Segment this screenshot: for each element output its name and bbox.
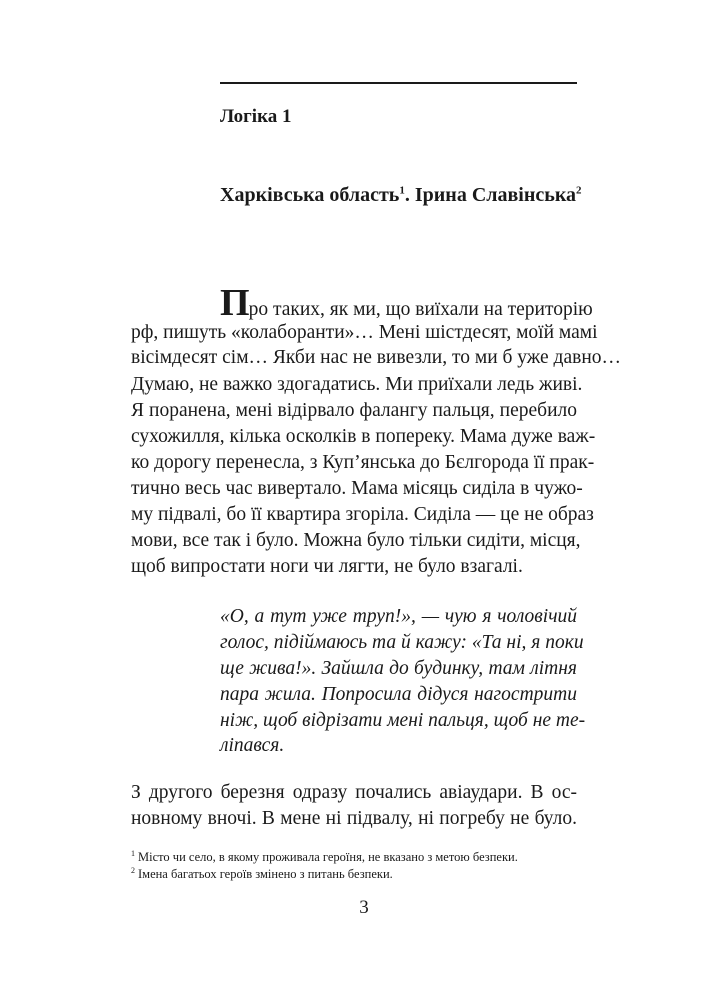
page-number: 3 (359, 897, 369, 918)
drop-cap: П (220, 282, 249, 324)
quote-line: «О, а тут уже труп!», — чую я чоловічий (220, 606, 577, 627)
paragraph-1-line: му підвалі, бо її квартира згоріла. Сиділа — це не образ (131, 504, 594, 525)
section-label: Логіка 1 (220, 106, 292, 127)
paragraph-1-line-1 (220, 282, 593, 324)
chapter-title (220, 184, 582, 207)
quote-line: пара жила. Попросила дідуся нагострити (220, 684, 577, 705)
footnote-2-text: Імена багатьох героїв змінено з питань безпеки. (138, 867, 393, 881)
paragraph-1-first-line-text: ро таких, як ми, що виїхали на територію (248, 299, 593, 320)
paragraph-1-line: щоб випростати ноги чи лягти, не було взагалі. (131, 556, 523, 577)
quote-line: голос, підіймаюсь та й кажу: «Та ні, я поки (220, 632, 584, 653)
footnote-ref-2[interactable]: 2 (576, 184, 582, 197)
paragraph-1-line: тично весь час вивертало. Мама місяць сиділа в чужо- (131, 478, 583, 499)
quote-line: ще жива!». Зайшла до будинку, там літня (220, 658, 577, 679)
paragraph-1-line: Я поранена, мені відірвало фалангу пальця, перебило (131, 400, 577, 421)
paragraph-1-line: рф, пишуть «колаборанти»… Мені шістдесят, моїй мамі (131, 322, 598, 343)
paragraph-2-line-1-text: З другого березня одразу почались авіаудари. В ос- (131, 782, 577, 803)
chapter-title-name: . Ірина Славінська (404, 184, 577, 206)
paragraph-1-line: вісімдесят сім… Якби нас не вивезли, то ми б уже давно… (131, 347, 622, 368)
paragraph-1-line: сухожилля, кілька осколків в попереку. Мама дуже важ- (131, 426, 596, 447)
footnote-ref-1[interactable]: 1 (399, 184, 405, 197)
chapter-title-region: Харківська область (220, 184, 400, 206)
paragraph-1-line: мови, все так і було. Можна було тільки сидіти, місця, (131, 530, 581, 551)
quote-line: ліпався. (220, 735, 285, 756)
top-rule (220, 82, 577, 84)
paragraph-1-line: ко дорогу перенесла, з Куп’янська до Бєлгорода її прак- (131, 452, 595, 473)
footnote-2 (131, 866, 393, 882)
footnote-2-number: 2 (131, 865, 135, 875)
quote-line: ніж, щоб відрізати мені пальця, щоб не те- (220, 710, 586, 731)
paragraph-2-line (131, 781, 577, 805)
footnote-1-number: 1 (131, 848, 135, 858)
paragraph-2-line: новному вночі. В мене ні підвалу, ні погребу не було. (131, 808, 577, 829)
paragraph-1-line: Думаю, не важко здогадатись. Ми приїхали ледь живі. (131, 374, 583, 395)
footnote-1-text: Місто чи село, в якому проживала героїня, не вказано з метою безпеки. (138, 850, 518, 864)
footnote-1 (131, 849, 518, 865)
